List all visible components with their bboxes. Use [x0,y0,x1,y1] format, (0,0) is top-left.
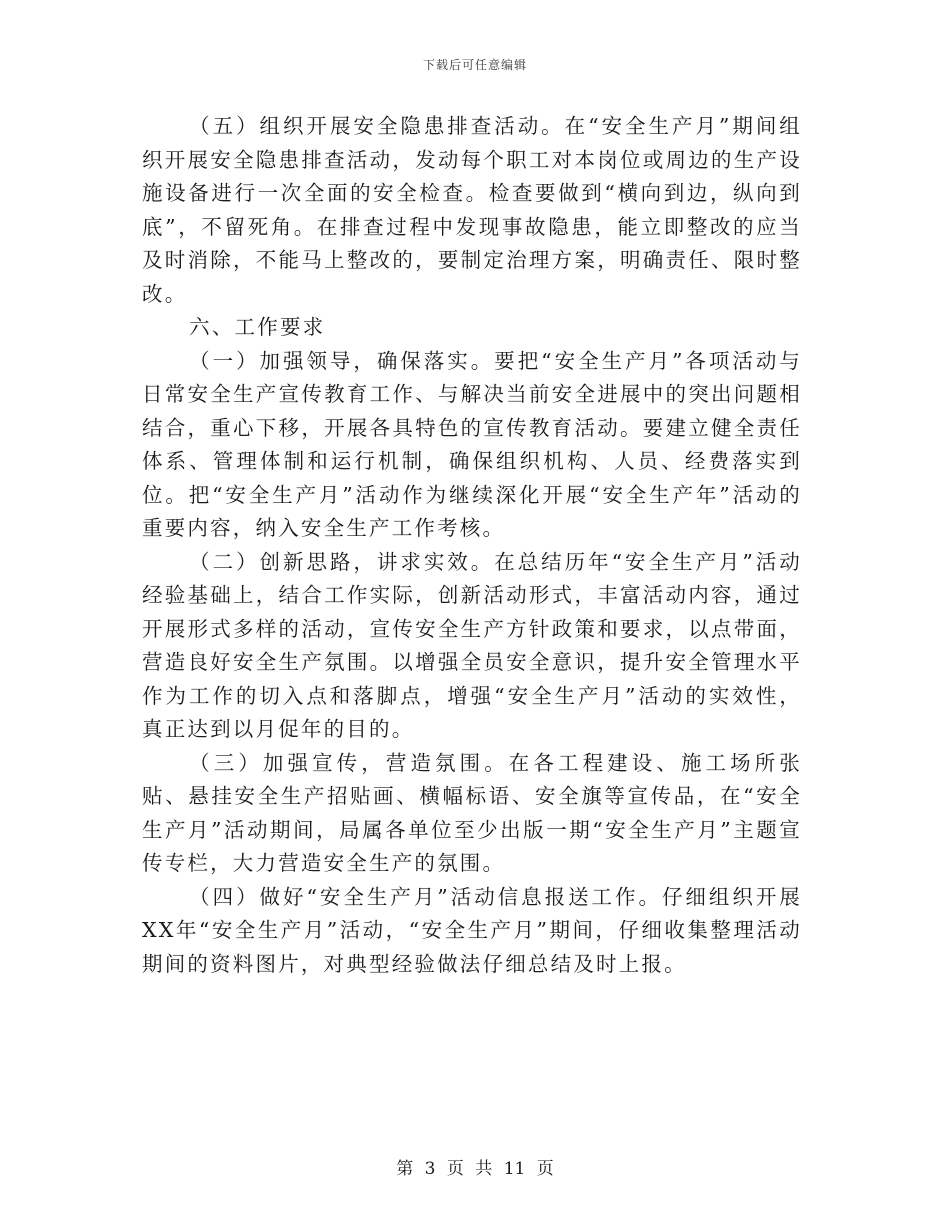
paragraph-check-hazards: （五）组织开展安全隐患排查活动。在“安全生产月”期间组织开展安全隐患排查活动，发动每个职工对本岗位或周边的生产设施设备进行一次全面的安全检查。检查要做到“横向到边，纵向到底”，不留死角。在排查过程中发现事故隐患，能立即整改的应当及时消除，不能马上整改的，要制定治理方案，明确责任、限时整改。 [142,114,802,306]
paragraph-leadership: （一）加强领导，确保落实。要把“安全生产月”各项活动与日常安全生产宣传教育工作、与解决当前安全进展中的突出问题相结合，重心下移，开展各具特色的宣传教育活动。要建立健全责任体系、管理体制和运行机制，确保组织机构、人员、经费落实到位。把“安全生产月”活动作为继续深化开展“安全生产年”活动的重要内容，纳入安全生产工作考核。 [142,348,802,540]
paragraph-reporting: （四）做好“安全生产月”活动信息报送工作。仔细组织开展XX年“安全生产月”活动，“安全生产月”期间，仔细收集整理活动期间的资料图片，对典型经验做法仔细总结及时上报。 [142,884,802,976]
header-note: 下载后可任意编辑 [422,58,527,72]
paragraph-innovation: （二）创新思路，讲求实效。在总结历年“安全生产月”活动经验基础上，结合工作实际，创新活动形式，丰富活动内容，通过开展形式多样的活动，宣传安全生产方针政策和要求，以点带面，营造良好安全生产氛围。以增强全员安全意识，提升安全管理水平作为工作的切入点和落脚点，增强“安全生产月”活动的实效性，真正达到以月促年的目的。 [142,549,802,741]
document-body [142,110,802,981]
page-number-footer: 第 3 页 共 11 页 [396,1159,554,1179]
section-heading-work-requirements: 六、工作要求 [189,315,326,339]
paragraph-publicity: （三）加强宣传，营造氛围。在各工程建设、施工场所张贴、悬挂安全生产招贴画、横幅标语、安全旗等宣传品，在“安全生产月”活动期间，局属各单位至少出版一期“安全生产月”主题宣传专栏，大力营造安全生产的氛围。 [142,750,802,875]
